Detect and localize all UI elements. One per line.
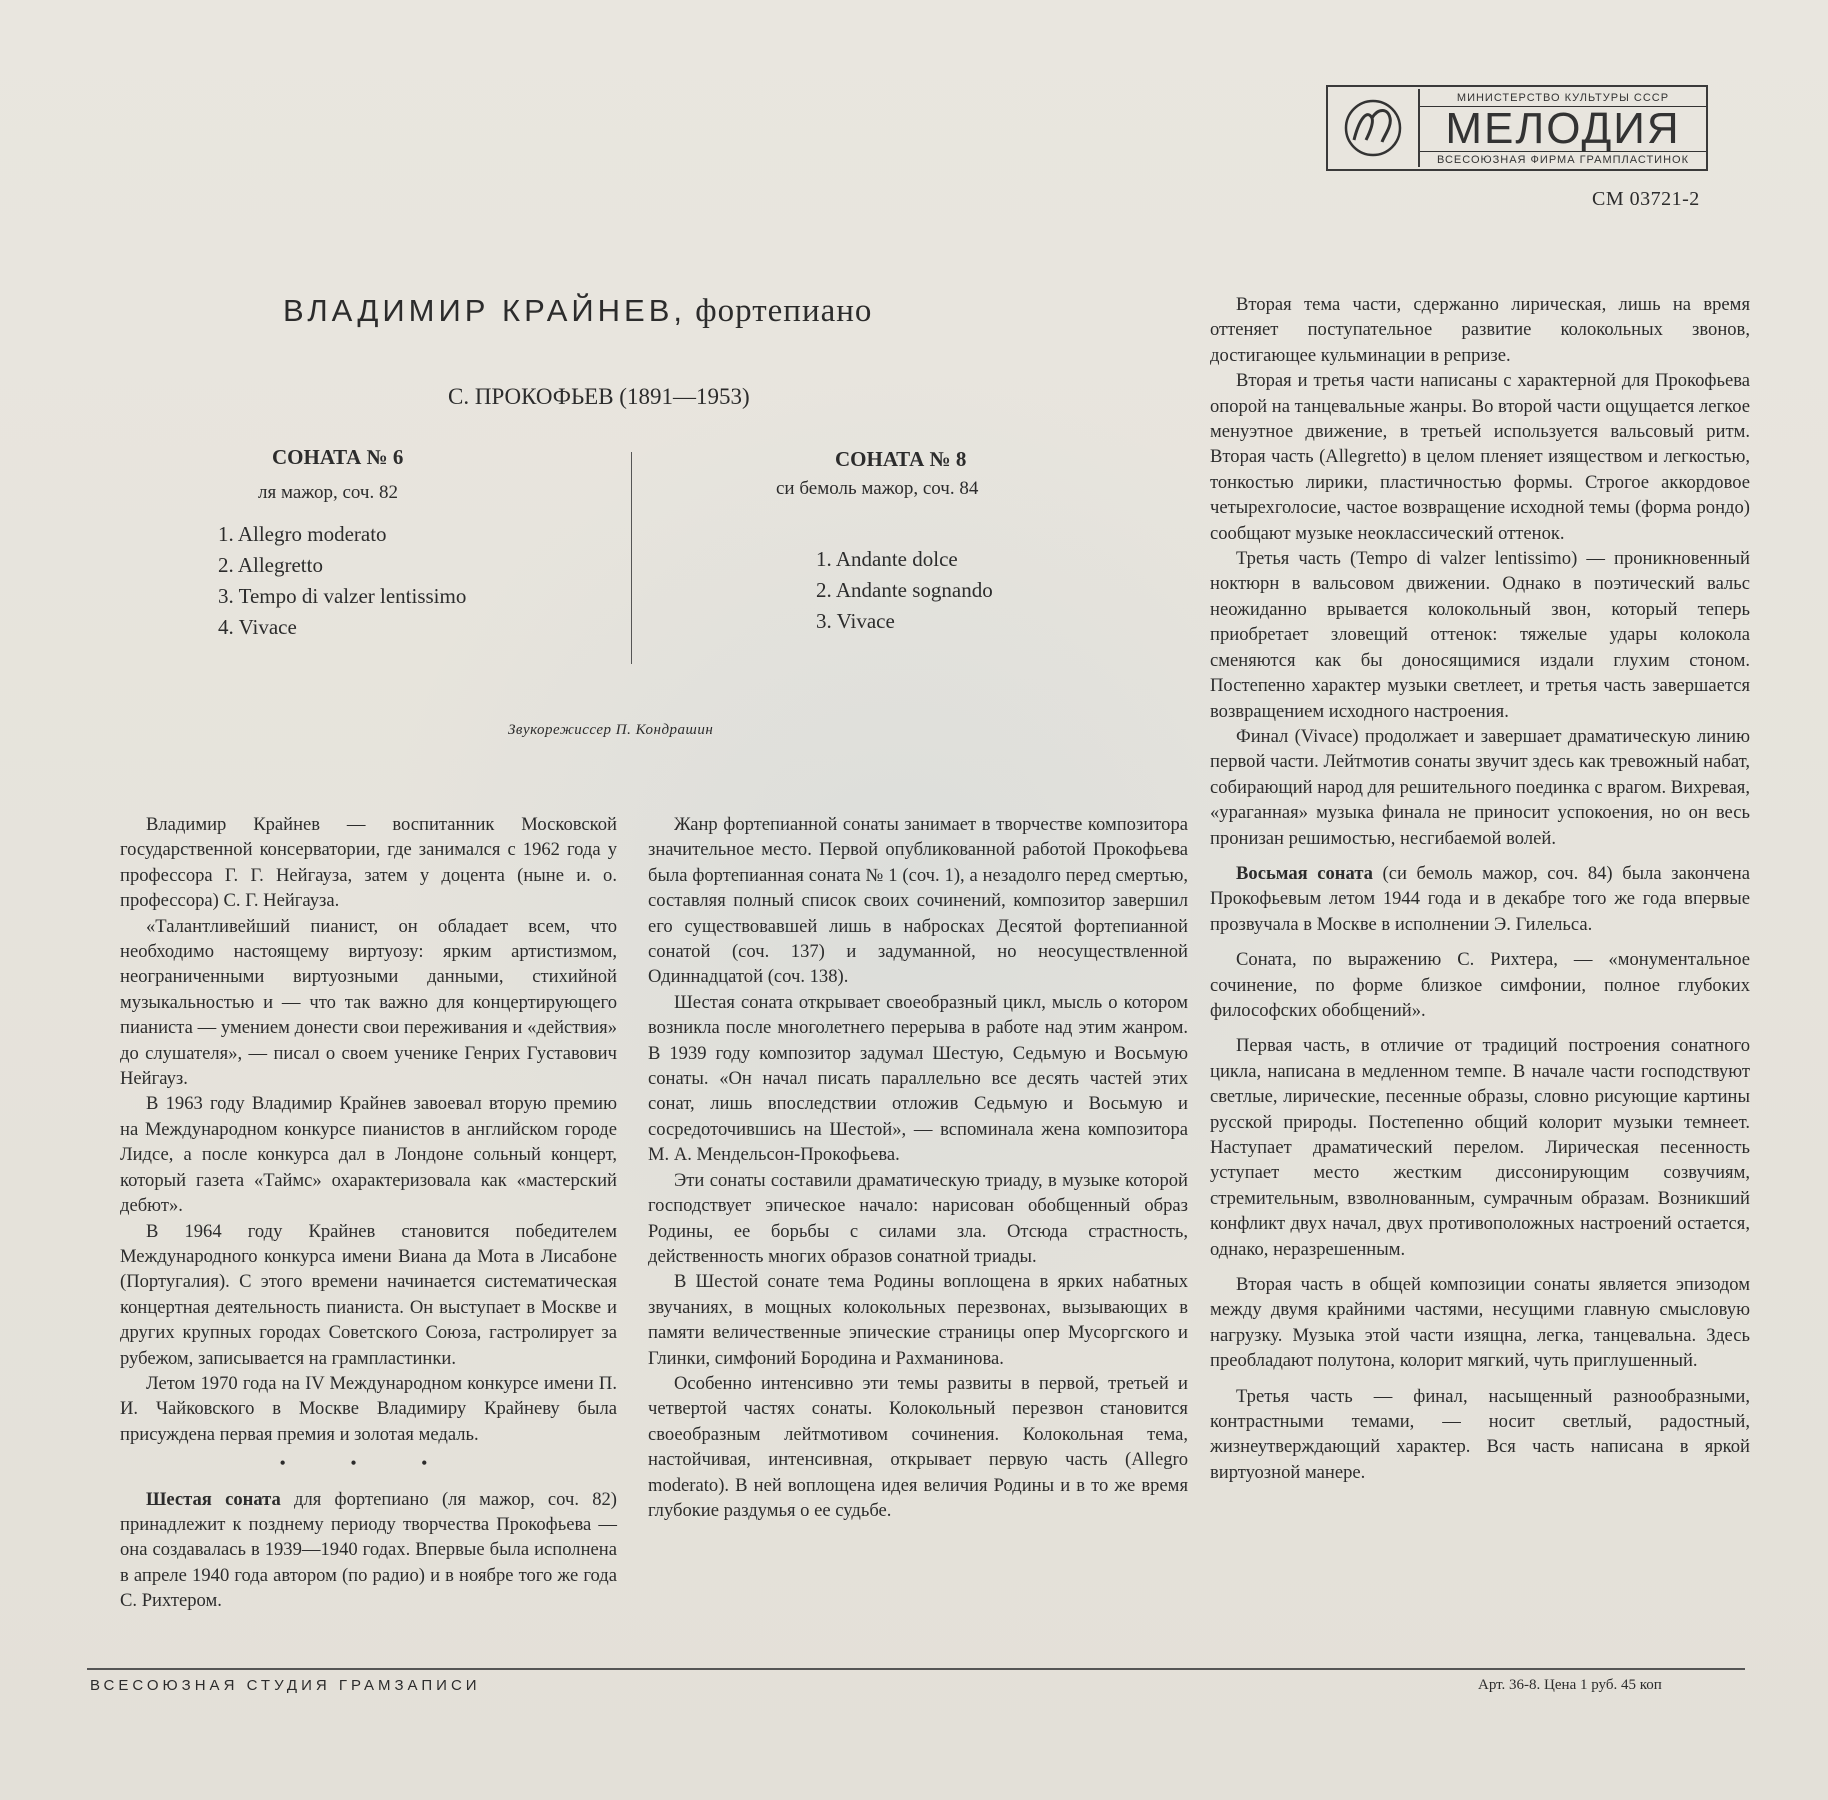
sonata6-key: ля мажор, соч. 82 xyxy=(258,482,398,503)
sonata8-movement: 2. Andante sognando xyxy=(816,578,993,602)
paragraph-text: (си бемоль мажор, соч. 84) была закончена Прокофьевым летом 1944 года и в декабре того же года впервые прозвучала в Москве в исполнении Э. Гилельса. xyxy=(1210,862,1750,935)
paragraph: Особенно интенсивно эти темы развиты в первой, третьей и четвертой частях сонаты. Колокольный перезвон становится своеобразным лейтмотивом сочинения. Колокольная тема, настойчивая, интенсивная, открывает первую часть (Allegro moderato). В ней воплощена идея величия Родины и в то же время глубокие раздумья о ее судьбе. xyxy=(648,1372,1188,1521)
sonata8-movement: 3. Vivace xyxy=(816,609,895,633)
paragraph xyxy=(1210,861,1750,937)
text-column-1 xyxy=(120,812,617,1614)
text-column-2 xyxy=(648,812,1188,1523)
sound-engineer-credit: Звукорежиссер П. Кондрашин xyxy=(508,722,714,738)
paragraph: Летом 1970 года на IV Международном конкурсе имени П. И. Чайковского в Москве Владимиру Крайневу была присуждена первая премия и золотая медаль. xyxy=(120,1372,617,1445)
paragraph: Вторая тема части, сдержанно лирическая, лишь на время оттеняет поступательное развитие колокольных звонов, достигающее кульминации в репризе. xyxy=(1210,294,1750,366)
sonata6-movement: 3. Tempo di valzer lentissimo xyxy=(218,584,467,608)
paragraph: Третья часть — финал, насыщенный разнообразными, контрастными темами, — носит светлый, радостный, жизнеутверждающий характер. Вся часть написана в яркой виртуозной манере. xyxy=(1210,1385,1750,1483)
sonata8-movements xyxy=(816,547,993,640)
paragraph: Финал (Vivace) продолжает и завершает драматическую линию первой части. Лейтмотив сонаты звучит здесь как тревожный набат, собирающий народ для решительного поединка с врагом. Вихревая, «ураганная» музыка финала не приносит успокоения, но он весь пронизан решимостью, несгибаемой волей. xyxy=(1210,725,1750,849)
paragraph: Соната, по выражению С. Рихтера, — «монументальное сочинение, по форме близкое симфонии, полное глубоких философских обобщений». xyxy=(1210,949,1750,1021)
paragraph: Жанр фортепианной сонаты занимает в творчестве композитора значительное место. Первой опубликованной работой Прокофьева была фортепианная соната № 1 (соч. 1), а незадолго перед смертью, составляя полный список своих сочинений, композитор завершил его существовавшей лишь в набросках Десятой фортепианной сонатой (соч. 137) и задуманной, но неосуществленной Одиннадцатой (соч. 138). xyxy=(648,814,1188,988)
sonata6-title: СОНАТА № 6 xyxy=(272,445,404,469)
paragraph: В 1964 году Крайнев становится победителем Международного конкурса имени Виана да Мота в Лисабоне (Португалия). С этого времени начинается систематическая концертная деятельность пианиста. Он выступает в Москве и других крупных городах Советского Союза, гастролирует за рубежом, записывается на грампластинки. xyxy=(120,1220,617,1369)
footer-rule xyxy=(87,1668,1745,1670)
sonata6-movement: 2. Allegretto xyxy=(218,553,323,577)
price-info: Арт. 36-8. Цена 1 руб. 45 коп xyxy=(1478,1677,1662,1693)
paragraph: Вторая и третья части написаны с характерной для Прокофьева опорой на танцевальные жанры. Во второй части ощущается легкое менуэтное движение, в третьей используется вальсовый ритм. Вторая часть (Allegretto) в целом пленяет изяществом и легкостью, тонкостью лирики, пластичностью формы. Строгое аккордовое четырехголосие, частое возвращение исходной темы (форма рондо) сообщают музыке неоклассический оттенок. xyxy=(1210,370,1750,544)
studio-name: ВСЕСОЮЗНАЯ СТУДИЯ ГРАМЗАПИСИ xyxy=(90,1677,481,1694)
sonata6-movement: 1. Allegro moderato xyxy=(218,522,387,546)
catalog-number: СМ 03721-2 xyxy=(1592,188,1700,210)
paragraph: Первая часть, в отличие от традиций построения сонатного цикла, написана в медленном темпе. В начале части господствуют светлые, лирические, песенные образы, словно рисующие картины русской природы. Постепенно общий колорит музыки темнеет. Наступает драматический перелом. Лирическая песенность уступает место жестким диссонирующим созвучиям, стремительным, взволнованным, сумрачным образам. Возникший конфликт двух начал, двух противоположных настроений остается, однако, неразрешенным. xyxy=(1210,1035,1750,1260)
composer-heading: С. ПРОКОФЬЕВ (1891—1953) xyxy=(448,384,750,409)
sonata8-movement: 1. Andante dolce xyxy=(816,547,958,571)
paragraph: Владимир Крайнев — воспитанник Московской государственной консерватории, где занимался с 1962 года у профессора Г. Г. Нейгауза, затем у доцента (ныне и. о. профессора) С. Г. Нейгауза. xyxy=(120,814,617,912)
performer-instrument: фортепиано xyxy=(695,293,873,329)
paragraph: Вторая часть в общей композиции сонаты является эпизодом между двумя крайними частями, несущими главную смысловую нагрузку. Музыка этой части изящна, легка, танцевальна. Здесь преобладают полутона, колорит мягкий, чуть приглушенный. xyxy=(1210,1274,1750,1372)
bold-lead: Восьмая соната xyxy=(1236,862,1373,884)
melodiya-emblem-icon xyxy=(1328,89,1420,167)
paragraph: В 1963 году Владимир Крайнев завоевал вторую премию на Международном конкурсе пианистов в английском городе Лидсе, а после конкурса дал в Лондоне сольный концерт, который газета «Таймс» охарактеризовала как «мастерский дебют». xyxy=(120,1093,617,1217)
paragraph: «Талантливейший пианист, он обладает всем, что необходимо настоящему виртуозу: ярким артистизмом, неограниченными виртуозными данными, стихийной музыкальностью и — что так важно для концертирующего пианиста — умением донести свои переживания и «действия» до слушателя», — писал о своем ученике Генрих Густавович Нейгауз. xyxy=(120,915,617,1090)
paragraph-text: для фортепиано (ля мажор, соч. 82) принадлежит к позднему периоду творчества Прокофьева — она создавалась в 1939—1940 годах. Впервые была исполнена в апреле 1940 года автором (по радио) и в ноябре того же года С. Рихтером. xyxy=(120,1488,617,1612)
paragraph: Шестая соната открывает своеобразный цикл, мысль о котором возникла после многолетнего перерыва в работе над этим жанром. В 1939 году композитор задумал Шестую, Седьмую и Восьмую сонаты. «Он начал писать параллельно все десять частей этих сонат, лишь впоследствии отложив Седьмую и Восьмую и сосредоточившись на Шестой», — вспоминала жена композитора М. А. Мендельсон-Прокофьева. xyxy=(648,991,1188,1166)
text-column-3 xyxy=(1210,292,1750,1485)
logo-firm: ВСЕСОЮЗНАЯ ФИРМА ГРАМПЛАСТИНОК xyxy=(1420,151,1706,167)
sonata8-key: си бемоль мажор, соч. 84 xyxy=(776,478,979,499)
column-divider xyxy=(631,452,632,664)
performer-heading xyxy=(283,293,872,330)
sonata6-movement: 4. Vivace xyxy=(218,615,297,639)
sonata8-title: СОНАТА № 8 xyxy=(835,447,967,471)
paragraph: Третья часть (Tempo di valzer lentissimo) — проникновенный ноктюрн в вальсовом движении. Однако в поэтический вальс неожиданно врывается колокольный звон, который теперь приобретает зловещий оттенок: тяжелые удары колокола сменяются как бы доносящимися издали глухим стоном. Постепенно характер музыки светлеет, и третья часть завершается возвращением исходного настроения. xyxy=(1210,548,1750,722)
logo-ministry: МИНИСТЕРСТВО КУЛЬТУРЫ СССР xyxy=(1420,90,1706,107)
paragraph: В Шестой сонате тема Родины воплощена в ярких набатных звучаниях, в мощных колокольных перезвонах, вызывающих в памяти величественные эпические страницы опер Мусоргского и Глинки, симфоний Бородина и Рахманинова. xyxy=(648,1271,1188,1369)
paragraph xyxy=(120,1487,617,1614)
paragraph: Эти сонаты составили драматическую триаду, в музыке которой господствует эпическое начало: нарисован обобщенный образ Родины, ее борьбы с силами зла. Отсюда страстность, действенность многих образов сонатной триады. xyxy=(648,1169,1188,1267)
logo-name: МЕЛОДИЯ xyxy=(1445,103,1681,153)
performer-name: ВЛАДИМИР КРАЙНЕВ, xyxy=(283,293,687,328)
bold-lead: Шестая соната xyxy=(146,1488,281,1510)
section-separator: • • • xyxy=(279,1453,458,1474)
melodiya-logo xyxy=(1326,85,1708,171)
sonata6-movements xyxy=(218,522,466,646)
